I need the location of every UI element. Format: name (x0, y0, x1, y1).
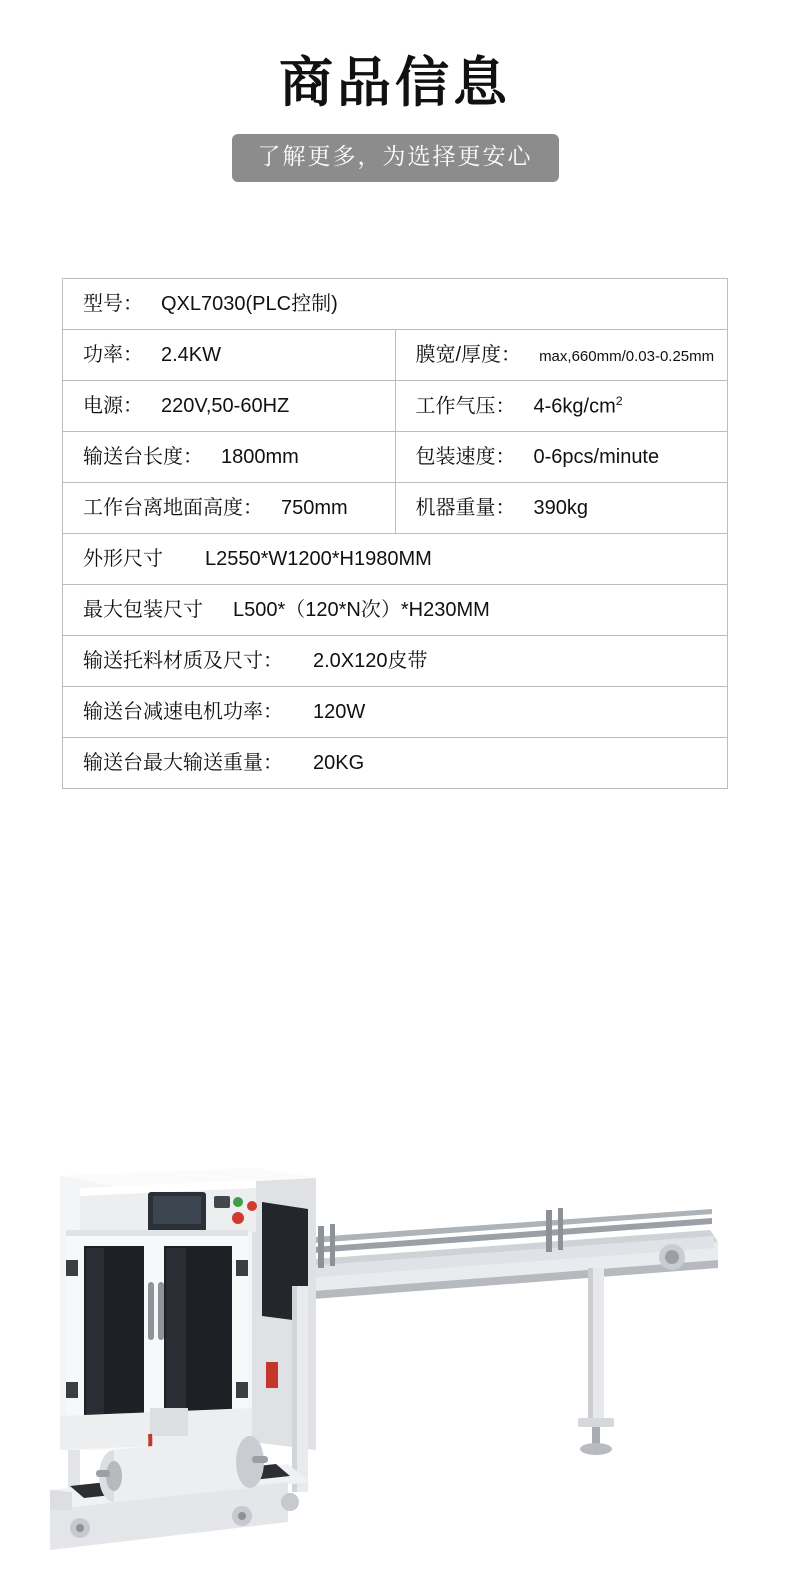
table-row (63, 381, 728, 432)
spec-cell-film-width-thickness (395, 330, 728, 381)
table-row (63, 432, 728, 483)
subtitle-banner: 了解更多，为选择更安心 (232, 134, 559, 182)
spec-label: 最大包装尺寸 (83, 599, 203, 621)
spec-value: 120W (313, 701, 366, 723)
spec-label: 输送托料材质及尺寸： (83, 650, 283, 672)
spec-value: 2.0X120皮带 (313, 650, 428, 672)
spec-value: 4-6kg/cm (533, 395, 616, 418)
spec-value: L2550*W1200*H1980MM (205, 548, 432, 570)
spec-label: 电源： (83, 395, 143, 417)
spec-value: 0-6pcs/minute (533, 446, 660, 468)
spec-label: 包装速度： (415, 446, 516, 468)
spec-label: 工作台离地面高度： (83, 497, 263, 519)
page-title: 商品信息 (279, 53, 511, 113)
spec-cell-conveyor-length (63, 432, 396, 483)
spec-value: 2.4KW (161, 344, 222, 366)
subtitle-container (0, 134, 790, 182)
specification-table (62, 278, 728, 789)
table-row (63, 483, 728, 534)
spec-value: 20KG (313, 752, 365, 774)
spec-label: 外形尺寸 (83, 548, 163, 570)
spec-cell-model (63, 279, 728, 330)
spec-value: 220V,50-60HZ (161, 395, 290, 417)
spec-label: 功率： (83, 344, 143, 366)
spec-value: max,660mm/0.03-0.25mm (539, 348, 715, 365)
spec-cell-gear-motor-power (63, 687, 728, 738)
table-row (63, 534, 728, 585)
page-header (0, 0, 790, 182)
spec-value: 1800mm (221, 446, 299, 468)
product-photo-illustration (0, 930, 790, 1580)
spec-label: 膜宽/厚度： (415, 344, 522, 366)
spec-label: 输送台长度： (83, 446, 203, 468)
spec-cell-max-package-size (63, 585, 728, 636)
spec-label: 机器重量： (415, 497, 516, 519)
spec-value: 390kg (533, 497, 588, 519)
table-row (63, 585, 728, 636)
table-row (63, 738, 728, 789)
spec-cell-packing-speed (395, 432, 728, 483)
spec-label: 输送台减速电机功率： (83, 701, 283, 723)
spec-label: 工作气压： (415, 395, 516, 418)
spec-cell-dimensions (63, 534, 728, 585)
product-photo (0, 930, 790, 1580)
spec-label: 输送台最大输送重量： (83, 752, 283, 774)
spec-value: 750mm (281, 497, 348, 519)
spec-value: QXL7030(PLC控制) (161, 293, 338, 315)
spec-cell-belt-material (63, 636, 728, 687)
spec-value-superscript: 2 (615, 393, 623, 408)
spec-cell-voltage (63, 381, 396, 432)
specification-table-container (62, 278, 728, 789)
spec-value: L500*（120*N次）*H230MM (233, 599, 490, 621)
spec-cell-machine-weight (395, 483, 728, 534)
spec-cell-power (63, 330, 396, 381)
spec-cell-air-pressure (395, 381, 728, 432)
spec-cell-worktable-height (63, 483, 396, 534)
spec-label: 型号： (83, 293, 143, 315)
table-row (63, 279, 728, 330)
table-row (63, 330, 728, 381)
table-row (63, 687, 728, 738)
spec-cell-max-conveying-weight (63, 738, 728, 789)
table-row (63, 636, 728, 687)
